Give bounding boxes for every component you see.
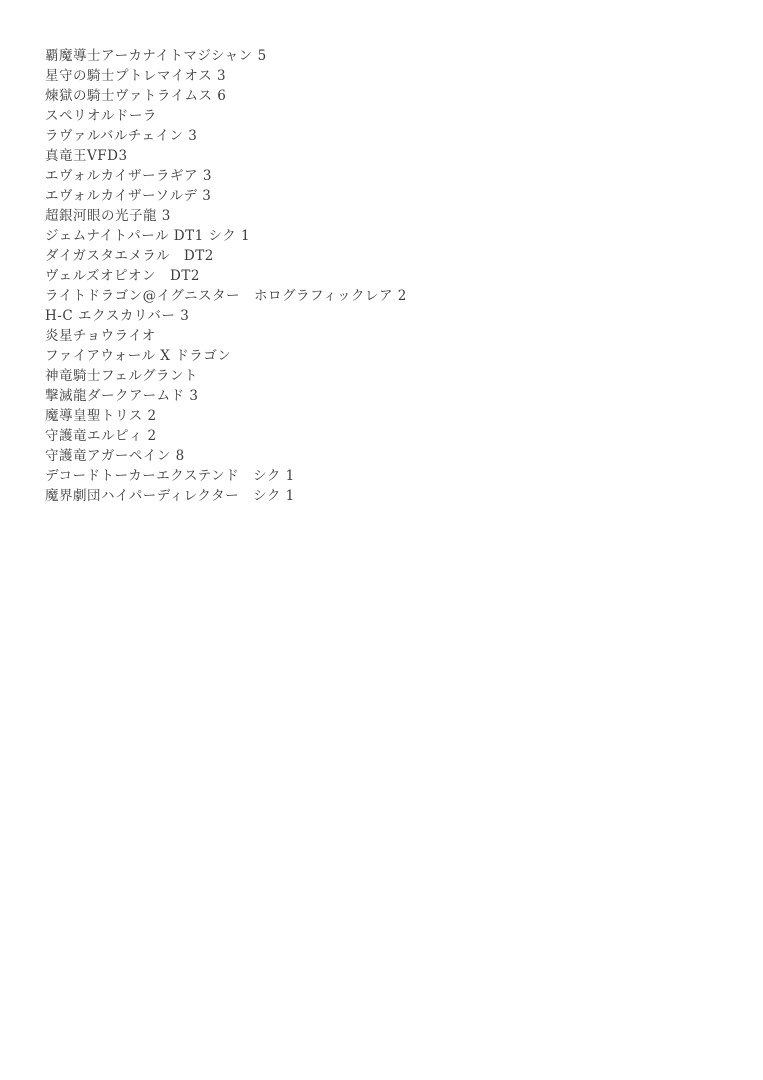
card-list-item: 超銀河眼の光子龍 3 <box>45 208 171 224</box>
card-list-item: ファイアウォール X ドラゴン <box>45 348 232 364</box>
card-list-item: エヴォルカイザーラギア 3 <box>45 168 212 184</box>
card-list-item: ジェムナイトパール DT1 シク 1 <box>45 228 251 244</box>
card-list-item: ヴェルズオピオン DT2 <box>45 268 200 284</box>
card-list-item: 魔界劇団ハイパーディレクター シク 1 <box>45 488 295 504</box>
card-list-item: スペリオルドーラ <box>45 108 157 124</box>
card-list-item: ラヴァルバルチェイン 3 <box>45 128 198 144</box>
card-list-item: H-C エクスカリバー 3 <box>45 308 190 324</box>
card-list-item: 守護竜アガーペイン 8 <box>45 448 185 464</box>
card-list-item: 魔導皇聖トリス 2 <box>45 408 157 424</box>
card-list-item: 星守の騎士プトレマイオス 3 <box>45 68 227 84</box>
card-list-item: デコードトーカーエクステンド シク 1 <box>45 468 295 484</box>
card-list-item: 炎星チョウライオ <box>45 328 156 344</box>
card-list <box>45 46 733 506</box>
card-list-item: 撃滅龍ダークアームド 3 <box>45 388 199 404</box>
card-list-item: 神竜騎士フェルグラント <box>45 368 199 384</box>
card-list-item: ダイガスタエメラル DT2 <box>45 248 214 264</box>
card-list-item: 覇魔導士アーカナイトマジシャン 5 <box>45 48 267 64</box>
card-list-item: 守護竜エルピィ 2 <box>45 428 157 444</box>
card-list-item: 真竜王VFD3 <box>45 148 128 164</box>
card-list-item: エヴォルカイザーソルデ 3 <box>45 188 212 204</box>
card-list-item: 煉獄の騎士ヴァトライムス 6 <box>45 88 227 104</box>
card-list-item: ライトドラゴン@イグニスター ホログラフィックレア 2 <box>45 288 407 304</box>
